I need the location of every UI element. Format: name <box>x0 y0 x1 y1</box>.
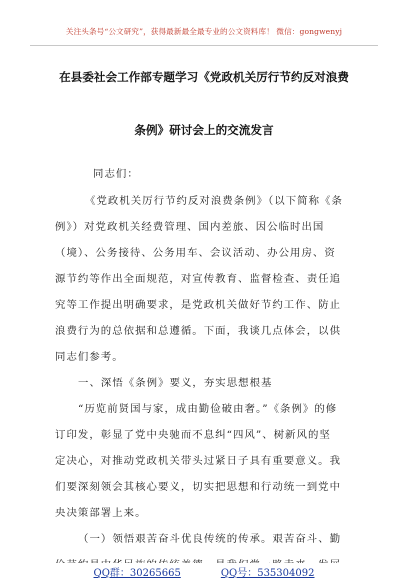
body-line: 定决心，对推动党政机关带头过紧日子具有重要意义。我 <box>55 455 342 467</box>
body-line: 例》）对党政机关经费管理、国内差旅、因公临时出国 <box>55 221 325 233</box>
body-line: （境）、公务接待、公务用车、会议活动、办公用房、资 <box>55 247 336 259</box>
salutation: 同志们： <box>93 168 139 180</box>
qq-number-link[interactable]: QQ号：535304092 <box>220 568 315 579</box>
subsection-line: （一）领悟艰苦奋斗优良传统的传承。艰苦奋斗、勤 <box>78 533 342 545</box>
body-line: 同志们参考。 <box>55 351 124 363</box>
body-line: 央决策部署上来。 <box>55 507 147 519</box>
body-line: 《党政机关厉行节约反对浪费条例》（以下简称《条 <box>85 195 343 207</box>
body-line: 们要深刻领会其核心要义，切实把思想和行动统一到党中 <box>55 481 342 493</box>
document-title-line-1: 在县委社会工作部专题学习《党政机关厉行节约反对浪费 <box>59 70 349 84</box>
body-line: 究等工作提出明确要求，是党政机关做好节约工作、防止 <box>55 299 342 311</box>
qq-group-link[interactable]: QQ群：30265665 <box>93 568 181 579</box>
document-title-line-2: 条例》研讨会上的交流发言 <box>134 123 274 137</box>
top-banner: 关注头条号“公文研究”，获得最新最全最专业的公文资料库！ 微信：gongwenyj <box>65 27 343 36</box>
body-line: 订印发，彰显了党中央驰而不息纠“四风”、树新风的坚 <box>55 429 331 441</box>
body-line: 源节约等作出全面规范，对宣传教育、监督检查、责任追 <box>55 273 342 285</box>
header-divider <box>30 45 378 46</box>
body-line: “历览前贤国与家，成由勤俭破由奢。”《条例》的修 <box>78 403 338 415</box>
section-heading: 一、深悟《条例》要义，夯实思想根基 <box>78 377 273 389</box>
footer-contact <box>0 563 408 579</box>
body-line: 浪费行为的总依据和总遵循。下面，我谈几点体会，以供 <box>55 325 342 337</box>
